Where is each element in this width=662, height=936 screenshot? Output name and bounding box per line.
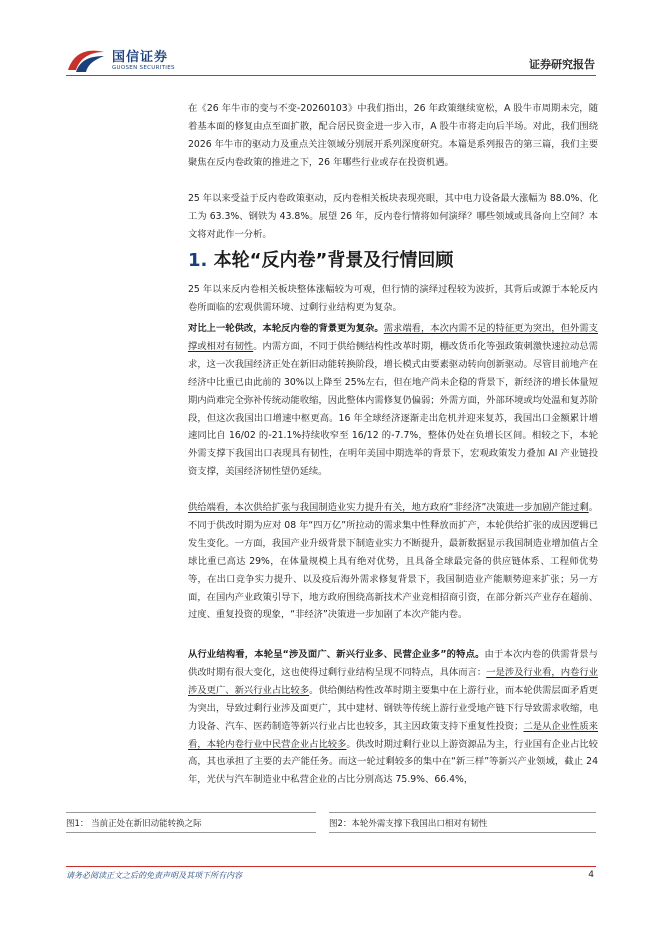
industry-scope-highlight: 一是涉及行业看，内卷行业涉及更广、新兴行业占比较多 bbox=[188, 666, 598, 696]
brand-name-en: GUOSEN SECURITIES bbox=[112, 65, 175, 71]
background-paragraph bbox=[188, 320, 598, 481]
footer-disclaimer: 请务必阅读正文之后的免责声明及其项下所有内容 bbox=[66, 871, 242, 880]
section-heading bbox=[188, 246, 453, 272]
industry-structure-lead: 从行业结构看，本轮呈“涉及面广、新兴行业多、民营企业多”的特点。 bbox=[188, 649, 485, 660]
figure-2-bottom-rule bbox=[329, 832, 596, 833]
report-type-label: 证券研究报告 bbox=[529, 58, 595, 71]
enterprise-nature-highlight: 二是从企业性质来看，本轮内卷行业中民营企业占比较多 bbox=[188, 720, 598, 750]
figure-1-top-rule bbox=[66, 812, 316, 813]
figure-2-caption: 图2：本轮外需支撑下我国出口相对有韧性 bbox=[329, 819, 488, 829]
figure-1-bottom-rule bbox=[66, 832, 316, 833]
demand-side-highlight: 需求端看，本次内需不足的特征更为突出，但外需支撑或相对有韧性 bbox=[188, 323, 598, 352]
industry-structure-text-a: 由于本次内卷的供需背景与供改时期有很大变化，这也使得过剩行业结构呈现不同特点，具体而言： bbox=[188, 649, 598, 678]
industry-structure-paragraph bbox=[188, 646, 598, 789]
header-divider bbox=[66, 75, 596, 76]
background-body: 。内需方面，不同于供给侧结构性改革时期，棚改货币化等强政策刺激快速拉动总需求，这一次我国经济正处在新旧动能转换阶段，增长模式由要素驱动转向创新驱动。尽管目前地产在经济中比重已由此前的 30%以上降至 25%左右，但在地产尚未企稳的背景下，新经济的增长体量短期内尚难完全弥补传统动能收缩，因此整体内需修复仍偏弱；外需方面，外部环境或均处温和复苏阶段，但这次我国出口增速中枢更高。16 年全球经济逐渐走出危机并迎来复苏，我国出口金额累计增速同比自 16/02 的-21.1%持续收窄至 16/12 的-7.7%，整体仍处在负增长区间。相较之下，本轮外需支撑下我国出口表现具有韧性，在明年美国中期选举的背景下，宏观政策发力叠加 AI 产业链投资支撑，美国经济韧性望仍延续。 bbox=[188, 340, 598, 478]
guosen-logo-icon bbox=[66, 46, 106, 74]
industry-structure-text-b: 。供给侧结构性改革时期主要集中在上游行业，而本轮供需层面矛盾更为突出，导致过剩行业涉及面更广，其中建材、钢铁等传统上游行业受地产链下行导致需求收缩，电力设备、汽车、医药制造等新兴行业占比也较多，其主因政策支持下重复性投资； bbox=[188, 684, 598, 732]
section-title: 本轮“反内卷”背景及行情回顾 bbox=[213, 250, 454, 271]
footer-divider bbox=[66, 866, 596, 867]
figure-2-top-rule bbox=[329, 812, 596, 813]
page-number: 4 bbox=[588, 870, 594, 880]
brand-name-cn: 国信证券 bbox=[112, 50, 169, 65]
supply-side-body: 。不同于供改时期为应对 08 年“四万亿”所拉动的需求集中性释放而扩产，本轮供给扩张的成因逻辑已发生变化。一方面，我国产业升级背景下制造业实力不断提升，最新数据显示我国制造业增加值占全球比重已高达 29%，在体量规模上具有绝对优势，且具备全球最完备的供应链体系、工程师优势等，在出口竞争实力提升、以及疫后海外需求修复背景下，我国制造业产能顺势迎来扩张；另一方面，在国内产业政策引导下，地方政府围绕高新技术产业竞相招商引资，在部分新兴产业存在超前、过度、重复投资的现象，“非经济”决策进一步加剧了本次产能内卷。 bbox=[188, 502, 598, 621]
company-logo bbox=[66, 42, 196, 78]
intro-paragraph-2: 25 年以来受益于反内卷政策驱动，反内卷相关板块表现亮眼，其中电力设备最大涨幅为 88.0%、化工为 63.3%、钢铁为 43.8%。展望 26 年，反内卷行情将如何演绎？哪些领域或具备向上空间？本文将对此作一分析。 bbox=[188, 193, 598, 240]
intro-paragraph-1: 在《26 年牛市的变与不变-20260103》中我们指出，26 年政策继续宽松，A 股牛市周期未完，随着基本面的修复由点至面扩散，配合居民资金进一步入市，A 股牛市将走向后半场。对此，我们围绕 2026 年牛市的驱动力及重点关注领域分别展开系列深度研究。本篇是系列报告的第三篇，我们主要聚焦在反内卷政策的推进之下，26 年哪些行业或存在投资机遇。 bbox=[188, 103, 598, 168]
section-intro-paragraph: 25 年以来反内卷相关板块整体涨幅较为可观，但行情的演绎过程较为波折，其背后或源于本轮反内卷所面临的宏观供需环境、过剩行业结构更为复杂。 bbox=[188, 284, 598, 313]
figure-1-caption: 图1： 当前正处在新旧动能转换之际 bbox=[66, 819, 202, 829]
supply-side-highlight: 供给端看，本次供给扩张与我国制造业实力提升有关，地方政府“非经济”决策进一步加剧产能过剩 bbox=[188, 502, 589, 513]
section-number: 1. bbox=[188, 250, 208, 271]
supply-side-paragraph bbox=[188, 499, 598, 624]
industry-structure-text-c: 。供改时期过剩行业以上游资源品为主，行业国有企业占比较高，其也承担了主要的去产能任务。而这一轮过剩较多的集中在“新三样”等新兴产业领域，截止 24 年，光伏与汽车制造业中私营企业的占比分别高达 75.9%、66.4%， bbox=[188, 738, 598, 786]
background-lead: 对比上一轮供改，本轮反内卷的背景更为复杂。 bbox=[188, 323, 384, 334]
